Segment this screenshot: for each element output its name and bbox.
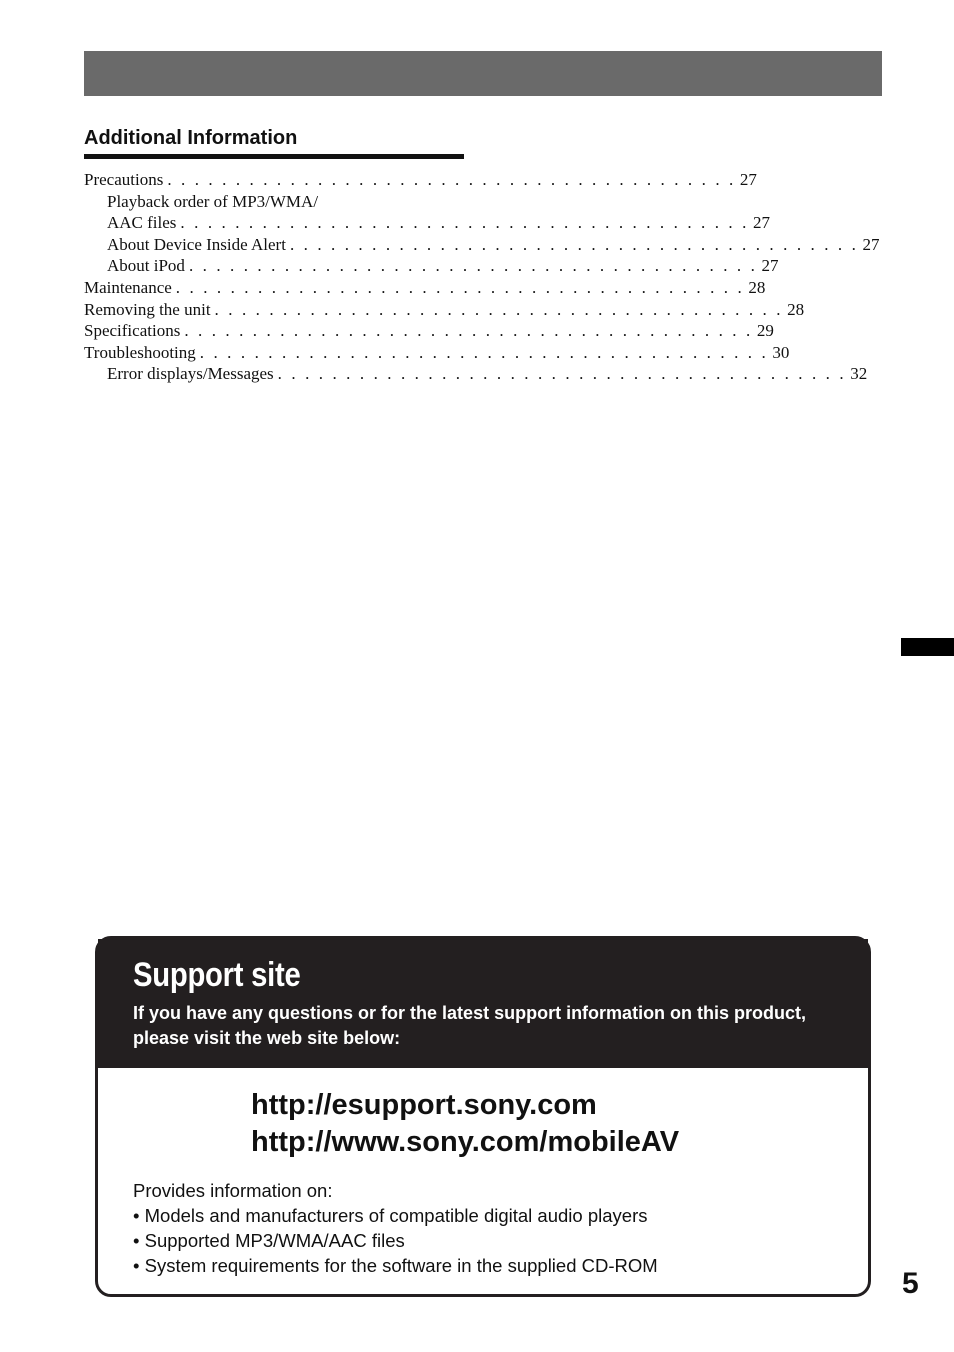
toc-entry[interactable] <box>84 255 779 277</box>
support-info <box>133 1178 658 1278</box>
toc-entry-page: 28 <box>748 277 766 297</box>
toc-leader-dots: . . . . . . . . . . . . . . . . . . . . . . . . . . . . . . . . . . . . . . . . . . <box>214 299 784 319</box>
toc-entry-title: Playback order of MP3/WMA/ <box>107 191 319 211</box>
page-number: 5 <box>902 1267 919 1300</box>
toc-entry-page: 32 <box>850 364 868 384</box>
toc-entry-title: Precautions <box>84 170 164 189</box>
toc-entry-page: 27 <box>752 213 770 233</box>
toc-entry-page: 27 <box>761 256 779 276</box>
toc-entry[interactable] <box>84 363 868 385</box>
toc-entry-title: Maintenance <box>84 277 172 297</box>
toc-entry-page: 27 <box>862 234 880 254</box>
toc-entry-title: Removing the unit <box>84 299 211 319</box>
toc-entry-title: About iPod <box>107 256 185 276</box>
toc-entry-title: AAC files <box>107 213 177 233</box>
info-bullet: • System requirements for the software in the supplied CD-ROM <box>133 1255 658 1276</box>
toc-entry[interactable] <box>84 212 770 234</box>
toc-entry-title: About Device Inside Alert <box>107 234 286 254</box>
section-rule <box>84 154 464 159</box>
toc-entry-title: Troubleshooting <box>84 342 196 362</box>
toc-entry[interactable] <box>84 320 774 342</box>
support-urls <box>251 1087 679 1161</box>
header-bar <box>84 51 882 96</box>
toc-entry-title: Specifications <box>84 321 181 341</box>
toc-leader-dots: . . . . . . . . . . . . . . . . . . . . . . . . . . . . . . . . . . . . . . . . . . <box>175 277 745 297</box>
support-url-link[interactable]: http://www.sony.com/mobileAV <box>251 1126 680 1158</box>
info-bullet: • Models and manufacturers of compatible digital audio players <box>133 1205 648 1226</box>
info-heading: Provides information on: <box>133 1180 333 1201</box>
info-bullet: • Supported MP3/WMA/AAC files <box>133 1230 405 1251</box>
toc-leader-dots: . . . . . . . . . . . . . . . . . . . . . . . . . . . . . . . . . . . . . . . . . . <box>180 213 749 233</box>
support-site-box <box>95 936 871 1297</box>
toc-entry-page: 28 <box>787 299 805 319</box>
toc-entry[interactable] <box>84 169 757 191</box>
toc-entry-title: Error displays/Messages <box>107 364 274 384</box>
toc-entry[interactable] <box>84 299 805 321</box>
toc-entry[interactable] <box>84 342 790 364</box>
toc-leader-dots: . . . . . . . . . . . . . . . . . . . . . . . . . . . . . . . . . . . . . . . . . . <box>184 321 753 341</box>
support-url-link[interactable]: http://esupport.sony.com <box>251 1089 597 1121</box>
toc-entry[interactable] <box>84 234 880 256</box>
toc-entry[interactable] <box>84 277 766 299</box>
support-header <box>98 939 868 1068</box>
toc-entry-page: 29 <box>756 321 774 341</box>
support-intro: If you have any questions or for the latest support information on this product, please visit the web site below: <box>133 1003 807 1048</box>
toc-leader-dots: . . . . . . . . . . . . . . . . . . . . . . . . . . . . . . . . . . . . . . . . . . <box>199 342 769 362</box>
toc-entry-page: 27 <box>739 170 757 189</box>
toc-leader-dots: . . . . . . . . . . . . . . . . . . . . . . . . . . . . . . . . . . . . . . . . . . <box>167 170 736 189</box>
toc-leader-dots: . . . . . . . . . . . . . . . . . . . . . . . . . . . . . . . . . . . . . . . . . . <box>188 256 758 276</box>
toc-leader-dots: . . . . . . . . . . . . . . . . . . . . . . . . . . . . . . . . . . . . . . . . . . <box>277 364 847 384</box>
side-index-tab <box>901 638 954 656</box>
section-heading: Additional Information <box>84 127 298 149</box>
toc-leader-dots: . . . . . . . . . . . . . . . . . . . . . . . . . . . . . . . . . . . . . . . . . . <box>289 234 859 254</box>
table-of-contents <box>84 169 880 385</box>
support-title: Support site <box>133 956 301 994</box>
toc-entry[interactable] <box>84 191 464 213</box>
toc-entry-page: 30 <box>772 342 790 362</box>
